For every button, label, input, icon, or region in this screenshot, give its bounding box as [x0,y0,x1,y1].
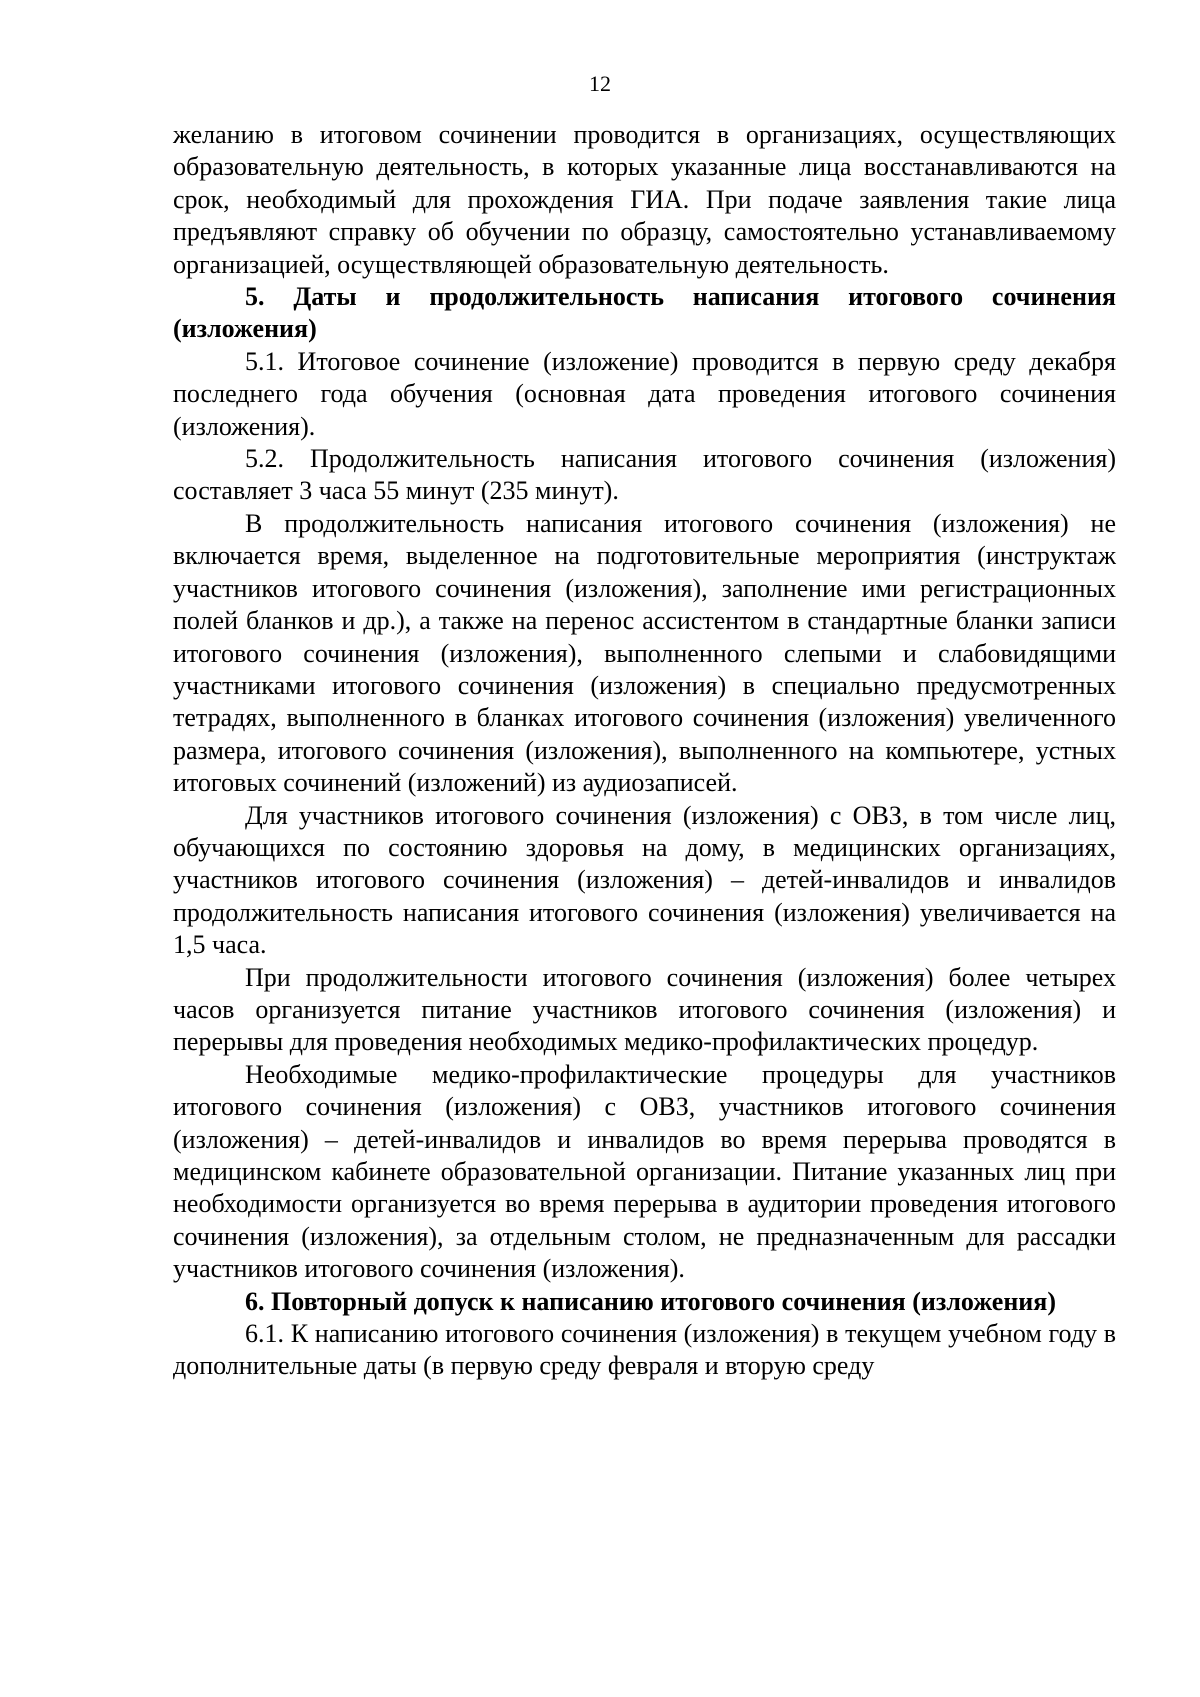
paragraph: Для участников итогового сочинения (изложения) с ОВЗ, в том числе лиц, обучающихся по состоянию здоровья на дому, в медицинских организациях, участников итогового сочинения (изложения) – детей-инвалидов и инвалидов продолжительность написания итогового сочинения (изложения) увеличивается на 1,5 часа. [173,800,1116,960]
paragraph: При продолжительности итогового сочинения (изложения) более четырех часов организуется питание участников итогового сочинения (изложения) и перерывы для проведения необходимых медико-профилактических процедур. [173,962,1116,1057]
paragraph-5-1: 5.1. Итоговое сочинение (изложение) проводится в первую среду декабря последнего года обучения (основная дата проведения итогового сочинения (изложения). [173,346,1116,441]
paragraph-continuation: желанию в итоговом сочинении проводится в организациях, осуществляющих образовательную деятельность, в которых указанные лица восстанавливаются на срок, необходимый для прохождения ГИА. При подаче заявления такие лица предъявляют справку об обучении по образцу, самостоятельно устанавливаемому организацией, осуществляющей образовательную деятельность. [173,120,1116,279]
paragraph-5-2: 5.2. Продолжительность написания итогового сочинения (изложения) составляет 3 часа 55 минут (235 минут). [173,444,1116,506]
paragraph-6-1: 6.1. К написанию итогового сочинения (изложения) в текущем учебном году в дополнительные даты (в первую среду февраля и вторую среду [173,1319,1116,1381]
page-number: 12 [589,71,611,96]
document-body [173,119,1116,1383]
section-heading-5: 5. Даты и продолжительность написания итогового сочинения (изложения) [173,282,1116,344]
section-heading-6: 6. Повторный допуск к написанию итогового сочинения (изложения) [245,1286,1057,1316]
paragraph: В продолжительность написания итогового сочинения (изложения) не включается время, выделенное на подготовительные мероприятия (инструктаж участников итогового сочинения (изложения), заполнение ими регистрационных полей бланков и др.), а также на перенос ассистентом в стандартные бланки записи итогового сочинения (изложения), выполненного слепыми и слабовидящими участниками итогового сочинения (изложения) в специально предусмотренных тетрадях, выполненного в бланках итогового сочинения (изложения) увеличенного размера, итогового сочинения (изложения), выполненного на компьютере, устных итоговых сочинений (изложений) из аудиозаписей. [173,508,1116,798]
paragraph: Необходимые медико-профилактические процедуры для участников итогового сочинения (изложения) с ОВЗ, участников итогового сочинения (изложения) – детей-инвалидов и инвалидов во время перерыва проводятся в медицинском кабинете образовательной организации. Питание указанных лиц при необходимости организуется во время перерыва в аудитории проведения итогового сочинения (изложения), за отдельным столом, не предназначенным для рассадки участников итогового сочинения (изложения). [173,1059,1116,1284]
